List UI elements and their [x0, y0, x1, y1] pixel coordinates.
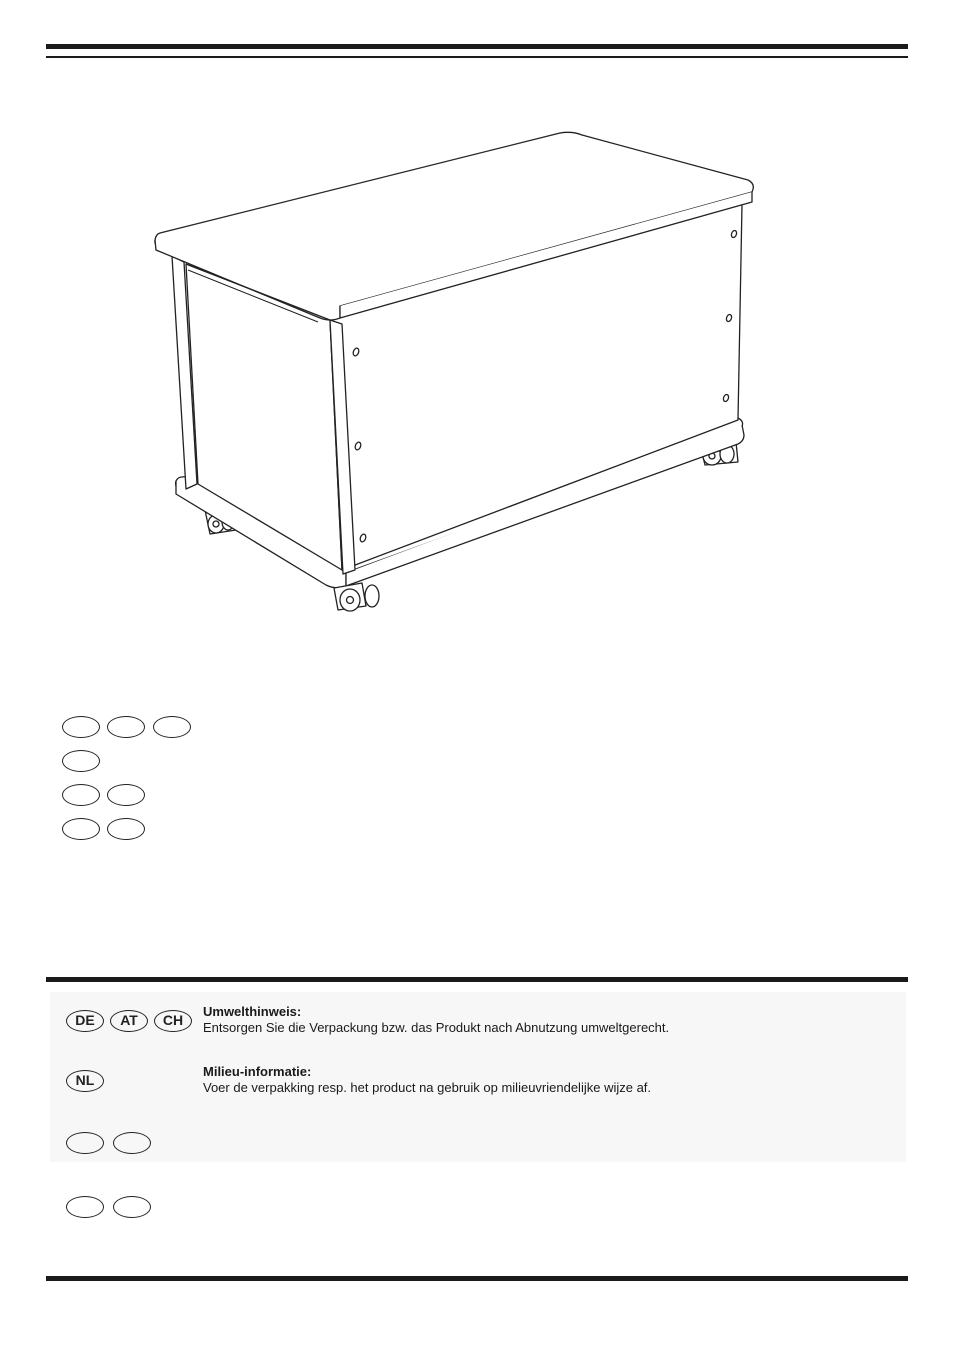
lang-badge: [113, 1132, 151, 1154]
header-rule-thick: [46, 44, 908, 49]
lang-badge: [62, 750, 100, 772]
caster-front-right: [334, 583, 379, 611]
footer-rule: [46, 1276, 908, 1281]
lang-badge: [107, 818, 145, 840]
lang-badge: [62, 818, 100, 840]
lang-badge: [62, 784, 100, 806]
note-title-nl: Milieu-informatie:: [203, 1064, 312, 1079]
notes-top-rule: [46, 977, 908, 982]
lang-badge: [66, 1196, 104, 1218]
lang-badge-de: DE: [66, 1010, 104, 1032]
lang-badge: [153, 716, 191, 738]
lang-badge-ch: CH: [154, 1010, 192, 1032]
note-title-de: Umwelthinweis:: [203, 1004, 302, 1019]
toy-chest-illustration: [140, 125, 770, 620]
lang-badge-at: AT: [110, 1010, 148, 1032]
note-text-nl: Voer de verpakking resp. het product na gebruik op milieuvriendelijke wijze af.: [203, 1080, 652, 1095]
lang-badge: [62, 716, 100, 738]
note-text-de: Entsorgen Sie die Verpackung bzw. das Produkt nach Abnutzung umweltgerecht.: [203, 1020, 670, 1035]
lang-badge: [107, 716, 145, 738]
lang-badge-nl: NL: [66, 1070, 104, 1092]
lang-badge: [66, 1132, 104, 1154]
lang-badge: [107, 784, 145, 806]
header-rule-thin: [46, 56, 908, 58]
lang-badge: [113, 1196, 151, 1218]
